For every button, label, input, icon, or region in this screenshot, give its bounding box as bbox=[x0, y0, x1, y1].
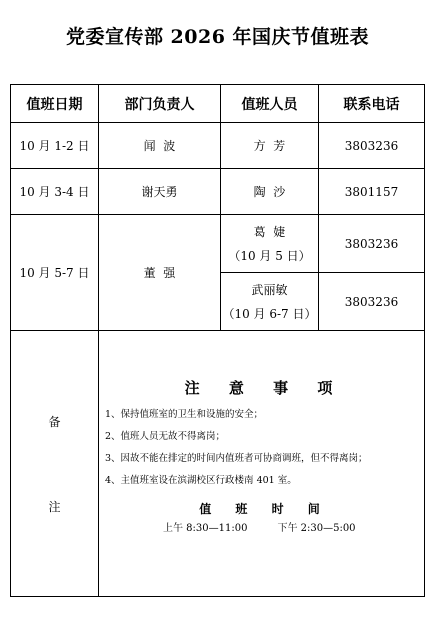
cell-phone: 3801157 bbox=[319, 169, 425, 215]
staff-date-note: （10 月 5 日） bbox=[228, 248, 311, 263]
page-title: 党委宣传部 2026 年国庆节值班表 bbox=[65, 26, 370, 48]
notes-label-top: 备 bbox=[48, 414, 61, 429]
notes-content bbox=[99, 331, 425, 597]
hours-row bbox=[105, 518, 424, 540]
table-row bbox=[11, 123, 425, 169]
cell-staff: 方 芳 bbox=[221, 123, 319, 169]
header-date: 值班日期 bbox=[11, 85, 99, 123]
notes-label bbox=[11, 331, 99, 597]
cell-staff: 陶 沙 bbox=[221, 169, 319, 215]
hours-afternoon: 下午 2:30—5:00 bbox=[277, 523, 356, 534]
header-phone: 联系电话 bbox=[319, 85, 425, 123]
cell-staff bbox=[221, 273, 319, 331]
cell-leader: 董 强 bbox=[99, 215, 221, 331]
duty-table bbox=[10, 84, 425, 597]
notes-row bbox=[11, 331, 425, 597]
hours-heading: 值 班 时 间 bbox=[199, 502, 330, 516]
note-item: 3、因故不能在排定的时间内值班者可协商调班，但不得离岗； bbox=[105, 453, 368, 464]
cell-staff bbox=[221, 215, 319, 273]
table-row bbox=[11, 169, 425, 215]
cell-date: 10 月 3-4 日 bbox=[11, 169, 99, 215]
staff-name: 武丽敏 bbox=[251, 282, 288, 297]
staff-name: 葛 婕 bbox=[253, 224, 286, 239]
hours-morning: 上午 8:30—11:00 bbox=[163, 523, 248, 534]
cell-leader: 谢天勇 bbox=[99, 169, 221, 215]
cell-leader: 闻 波 bbox=[99, 123, 221, 169]
cell-phone: 3803236 bbox=[319, 273, 425, 331]
staff-date-note: （10 月 6-7 日） bbox=[222, 306, 317, 321]
notes-heading: 注 意 事 项 bbox=[184, 379, 345, 397]
header-leader: 部门负责人 bbox=[99, 85, 221, 123]
notes-label-bottom: 注 bbox=[48, 499, 61, 514]
header-staff: 值班人员 bbox=[221, 85, 319, 123]
table-row bbox=[11, 215, 425, 273]
cell-phone: 3803236 bbox=[319, 215, 425, 273]
cell-date: 10 月 5-7 日 bbox=[11, 215, 99, 331]
note-item: 2、值班人员无故不得离岗； bbox=[105, 431, 226, 442]
note-item: 1、保持值班室的卫生和设施的安全； bbox=[105, 409, 264, 420]
note-item: 4、主值班室设在滨湖校区行政楼南 401 室。 bbox=[105, 475, 297, 486]
cell-date: 10 月 1-2 日 bbox=[11, 123, 99, 169]
header-row bbox=[11, 85, 425, 123]
cell-phone: 3803236 bbox=[319, 123, 425, 169]
